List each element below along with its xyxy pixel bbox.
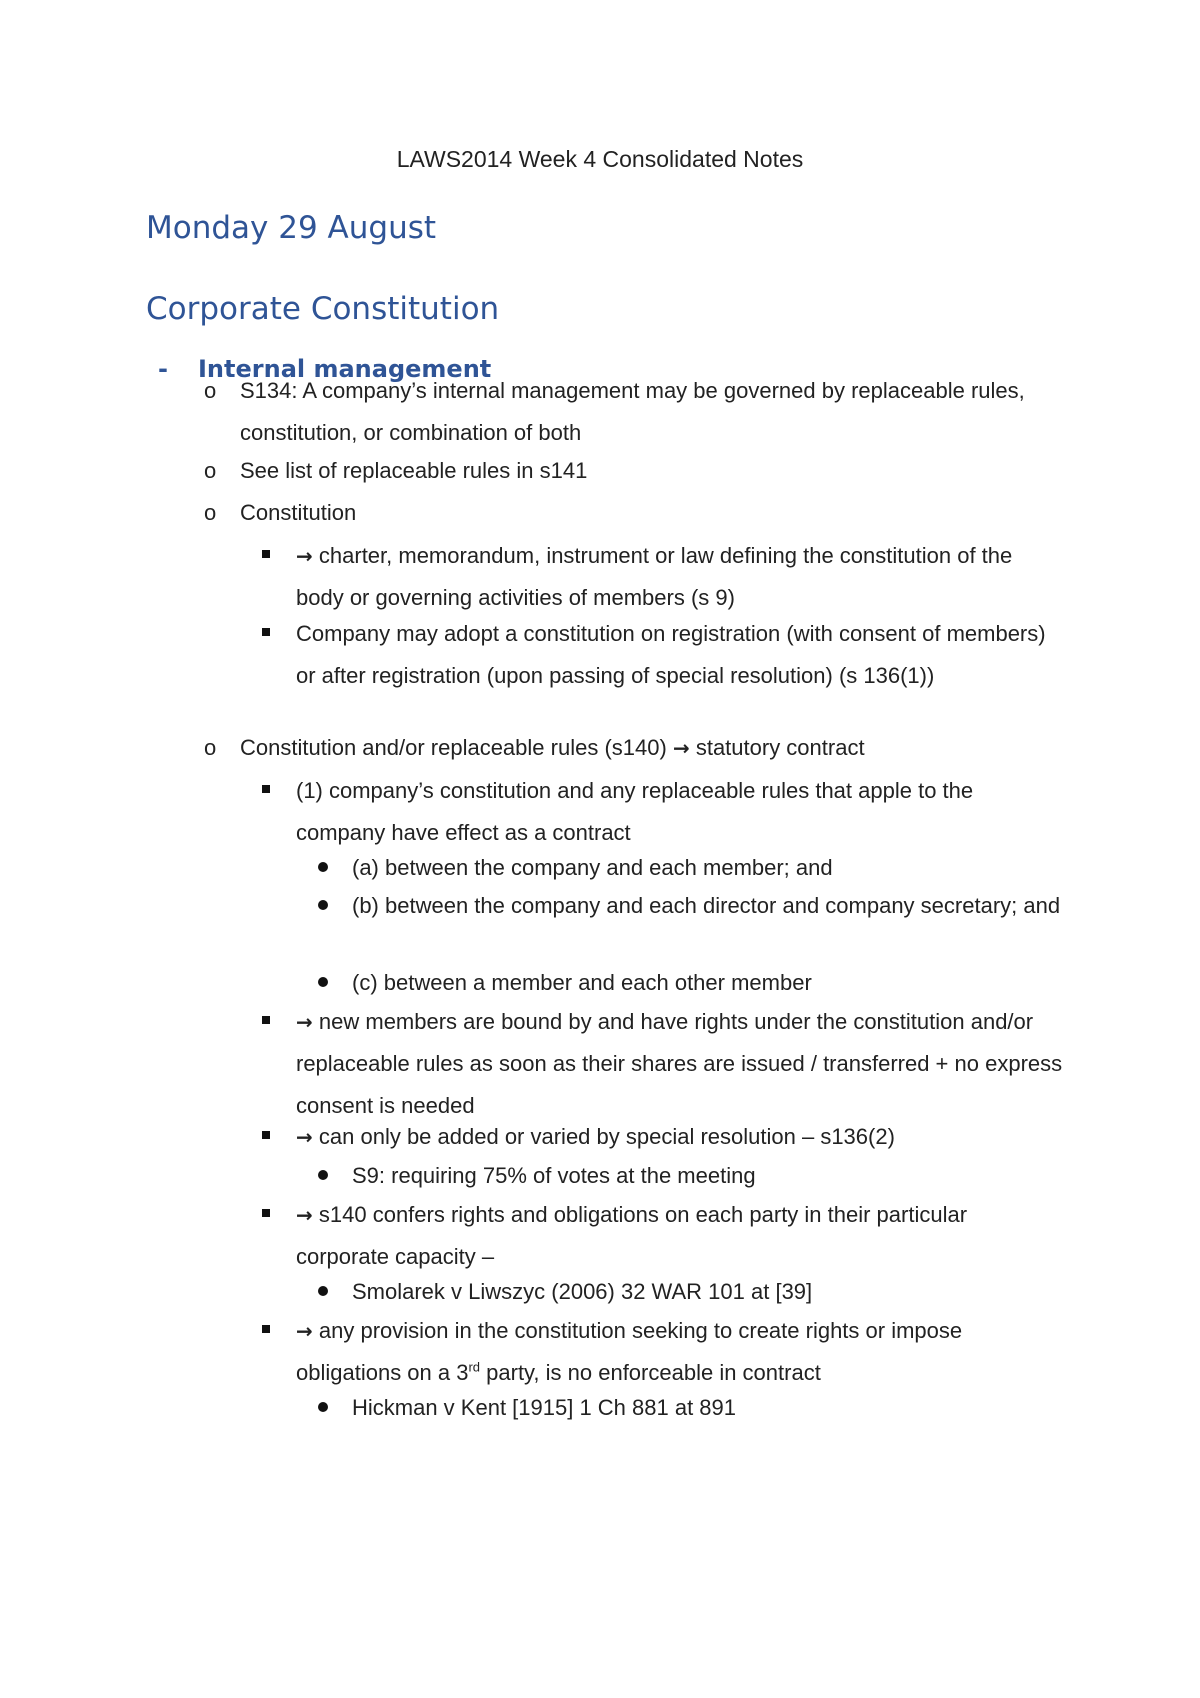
list-item: [296, 613, 1066, 697]
section-heading: Corporate Constitution: [146, 291, 500, 327]
circle-bullet-icon: o: [204, 378, 217, 403]
arrow-icon: →: [296, 1203, 313, 1227]
square-bullet-icon: [262, 1016, 270, 1024]
list-item: [204, 492, 1060, 534]
dot-bullet-icon: [318, 900, 328, 910]
circle-bullet-icon: o: [204, 735, 217, 760]
list-item-text: Company may adopt a constitution on registration (with consent of members) or after registration (upon passing of special resolution) (s 136(1)): [296, 621, 1046, 688]
dot-bullet-icon: [318, 1402, 328, 1412]
date-heading: Monday 29 August: [146, 210, 437, 246]
list-item: [204, 370, 1060, 454]
list-item-text: new members are bound by and have rights under the constitution and/or replaceable rules as soon as their shares are issued / transferred + no express consent is needed: [296, 1009, 1063, 1118]
subsection-label: Internal management: [198, 355, 492, 383]
square-bullet-icon: [262, 550, 270, 558]
list-item: [296, 770, 1066, 854]
list-item: [296, 535, 1066, 619]
list-item: [352, 847, 1072, 889]
list-item-text: s140 confers rights and obligations on each party in their particular corporate capacity –: [296, 1202, 968, 1269]
list-item: [296, 1310, 1066, 1394]
list-item-text: Hickman v Kent [1915] 1 Ch 881 at 891: [352, 1395, 737, 1420]
list-item-text: Constitution: [240, 500, 357, 525]
circle-bullet-icon: o: [204, 500, 217, 525]
list-item: [352, 885, 1072, 927]
list-item-text: party, is no enforceable in contract: [480, 1360, 821, 1385]
dash-bullet: -: [158, 355, 168, 383]
list-item: [352, 1387, 1072, 1429]
list-item-text: (1) company’s constitution and any replaceable rules that apple to the company have effect as a contract: [296, 778, 974, 845]
list-item-text: See list of replaceable rules in s141: [240, 458, 588, 483]
square-bullet-icon: [262, 1131, 270, 1139]
arrow-icon: →: [296, 1319, 313, 1343]
dot-bullet-icon: [318, 977, 328, 987]
list-item-text: (a) between the company and each member; and: [352, 855, 833, 880]
list-item: [352, 962, 1072, 1004]
ordinal-suffix: rd: [468, 1359, 481, 1375]
list-item-text: can only be added or varied by special resolution – s136(2): [318, 1124, 895, 1149]
list-item: [352, 1155, 1072, 1197]
list-item-text: Constitution and/or replaceable rules (s140): [240, 735, 667, 760]
list-item: [204, 450, 1060, 492]
list-item-text: any provision in the constitution seeking to create rights or impose obligations on a 3: [296, 1318, 963, 1385]
list-item-text: (b) between the company and each director and company secretary; and: [352, 893, 1061, 918]
dot-bullet-icon: [318, 862, 328, 872]
square-bullet-icon: [262, 1209, 270, 1217]
list-item: [204, 727, 1060, 769]
arrow-icon: →: [296, 1125, 313, 1149]
list-item-text: S134: A company’s internal management may be governed by replaceable rules, constitution, or combination of both: [240, 378, 1025, 445]
list-item-text: Smolarek v Liwszyc (2006) 32 WAR 101 at [39]: [352, 1279, 813, 1304]
square-bullet-icon: [262, 785, 270, 793]
circle-bullet-icon: o: [204, 458, 217, 483]
list-item: [296, 1116, 1066, 1158]
document-title: LAWS2014 Week 4 Consolidated Notes: [396, 146, 804, 172]
arrow-icon: →: [296, 544, 313, 568]
list-item-text: statutory contract: [695, 735, 865, 760]
square-bullet-icon: [262, 628, 270, 636]
list-item: [352, 1271, 1072, 1313]
list-item-text: S9: requiring 75% of votes at the meeting: [352, 1163, 756, 1188]
arrow-icon: →: [672, 736, 690, 760]
dot-bullet-icon: [318, 1286, 328, 1296]
list-item-text: (c) between a member and each other member: [352, 970, 812, 995]
list-item-text: charter, memorandum, instrument or law defining the constitution of the body or governing activities of members (s 9): [296, 543, 1013, 610]
dot-bullet-icon: [318, 1170, 328, 1180]
square-bullet-icon: [262, 1325, 270, 1333]
list-item: [296, 1194, 1066, 1278]
arrow-icon: →: [296, 1010, 313, 1034]
list-item: [296, 1001, 1066, 1127]
